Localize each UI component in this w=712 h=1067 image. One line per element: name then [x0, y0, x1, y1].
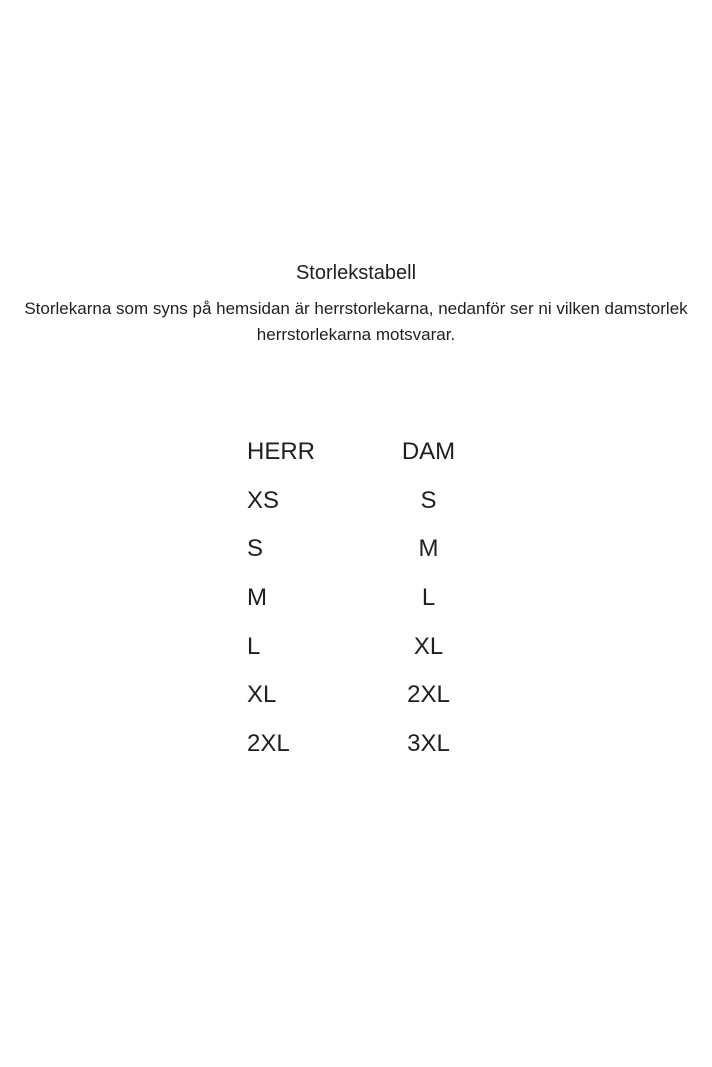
table-cell-herr-size: 2XL [247, 730, 290, 758]
table-cell-herr-size: XL [247, 681, 277, 709]
intro-paragraph [0, 296, 712, 348]
column-header-herr: HERR [247, 438, 316, 465]
table-cell-herr-size: S [247, 535, 264, 563]
table-cell-dam-size: XL [413, 632, 444, 660]
table-cell-herr-size: M [247, 584, 267, 612]
table-cell-herr-size: XS [247, 486, 280, 514]
table-cell-dam-size: S [420, 486, 437, 514]
table-cell-dam-size: 3XL [407, 730, 450, 758]
table-cell-herr-size: L [247, 632, 261, 660]
table-cell-dam-size: M [418, 535, 439, 563]
page-title: Storlekstabell [295, 262, 417, 284]
table-cell-dam-size: L [421, 584, 436, 612]
intro-line-1: Storlekarna som syns på hemsidan är herrstorlekarna, nedanför ser ni vilken damstorlek [24, 299, 688, 318]
table-cell-dam-size: 2XL [407, 681, 450, 709]
intro-line-2: herrstorlekarna motsvarar. [256, 325, 456, 344]
column-header-dam: DAM [401, 438, 456, 465]
size-conversion-table [247, 437, 509, 778]
